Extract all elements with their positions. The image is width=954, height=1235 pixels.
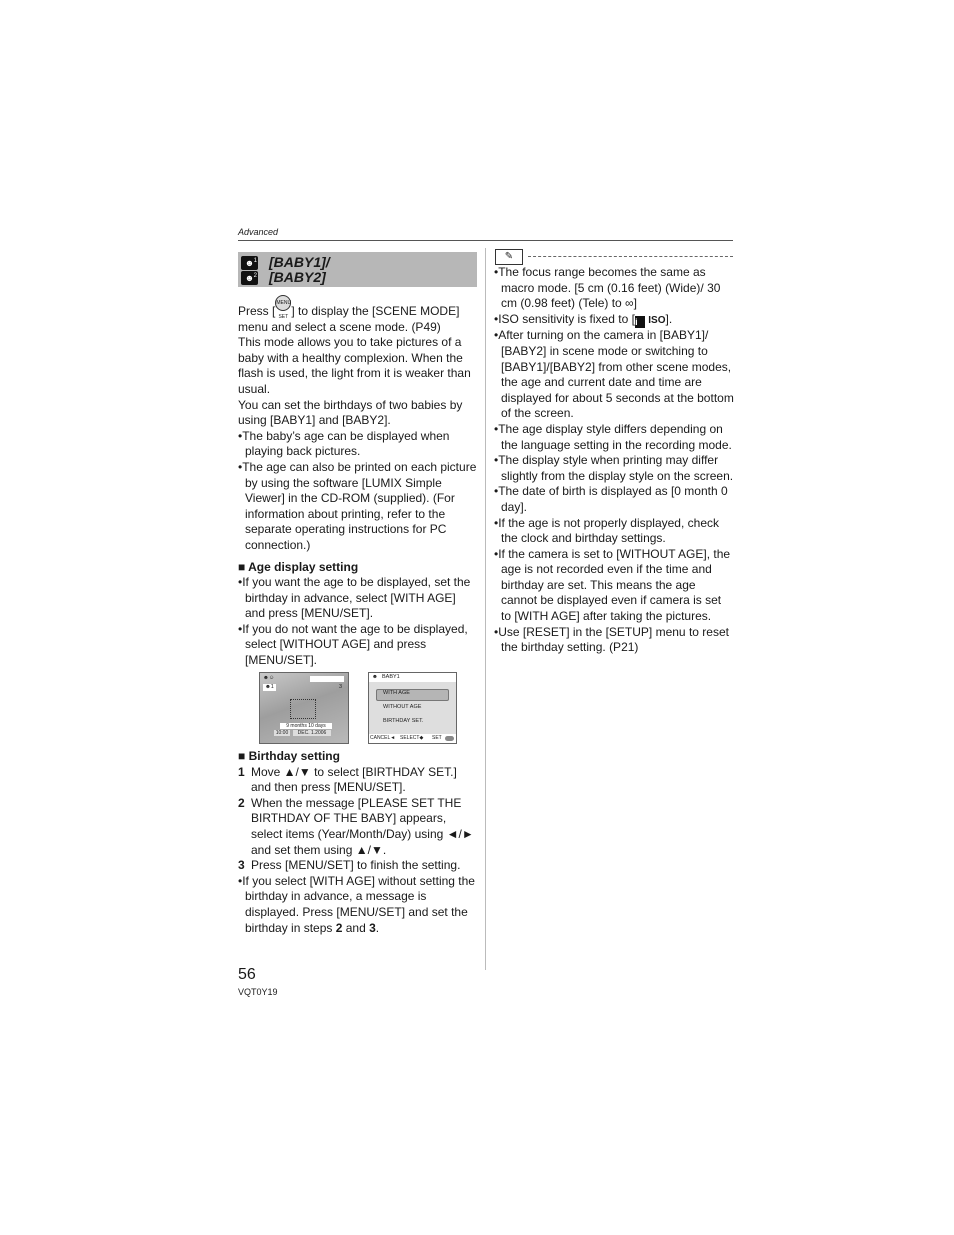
time-readout: 10:00 [275, 730, 289, 736]
baby-mode-icon: ☻☺ [263, 675, 275, 681]
step-item: 1 Move ▲/▼ to select [BIRTHDAY SET.] and then press [MENU/SET]. [238, 764, 457, 795]
status-icons [310, 676, 344, 682]
iso-intelligent-icon: i [635, 316, 645, 328]
page-number: 56 [238, 966, 256, 983]
date-readout: DEC. 1.2006 [293, 730, 331, 736]
birthdays-paragraph: You can set the birthdays of two babies by using [BABY1] and [BABY2]. [238, 397, 463, 428]
menu-option-birthday-set[interactable]: BIRTHDAY SET. [383, 718, 424, 724]
note-dashed-rule [528, 256, 733, 257]
list-item: •After turning on the camera in [BABY1]/ [BABY2] in scene mode or switching to [BABY1]/[BABY2] from other scene modes, the age and current date and time are displayed for about 5 seconds at the bottom of the screen. [494, 328, 734, 421]
list-item: •The baby’s age can be displayed when playing back pictures. [238, 428, 450, 459]
menu-set-button-icon: MENU SET [275, 295, 291, 311]
list-item: •If the age is not properly displayed, check the clock and birthday settings. [494, 515, 719, 546]
heading-title-line2: [BABY2] [269, 269, 326, 285]
square-bullet-icon: ■ [238, 749, 246, 763]
baby1-icon: ☻ 1 [241, 256, 258, 270]
list-item: •If you select [WITH AGE] without setting the birthday in advance, a message is displayed. Press [MENU/SET] and set the birthday in steps 2 and 3. [238, 873, 475, 935]
footer-cancel: CANCEL◄ [370, 735, 396, 741]
menu-set-icon [445, 736, 454, 741]
square-bullet-icon: ■ [238, 559, 246, 574]
age-display-heading: ■ Age display setting [238, 559, 359, 574]
description-paragraph: This mode allows you to take pictures of a baby with a healthy complexion. When the flash is used, the light from it is weaker than usual. [238, 335, 471, 396]
menu-baby-icon: ☻ [372, 674, 378, 680]
birthday-setting-heading: ■ Birthday setting [238, 749, 340, 763]
menu-title: BABY1 [382, 674, 400, 680]
list-item: •If you do not want the age to be displayed, select [WITHOUT AGE] and press [MENU/SET]. [238, 621, 468, 668]
list-item: •Use [RESET] in the [SETUP] menu to reset the birthday setting. (P21) [494, 624, 729, 655]
model-code: VQT0Y19 [238, 987, 278, 997]
footer-select: SELECT◆ [400, 735, 424, 741]
menu-option-without-age[interactable]: WITHOUT AGE [383, 704, 422, 710]
list-item: •The age display style differs depending on the language setting in the recording mode. [494, 421, 732, 452]
list-item: •If the camera is set to [WITHOUT AGE], the age is not recorded even if the time and birthday are set. This means the age cannot be displayed even if camera is set to [WITH AGE] after taking the pictures. [494, 546, 731, 624]
footer-set: SET [432, 735, 442, 741]
header-rule [238, 240, 733, 241]
heading-bar [238, 252, 477, 287]
list-item: •The focus range becomes the same as macro mode. [5 cm (0.16 feet) (Wide)/ 30 cm (0.98 feet) (Tele) to ∞] [494, 265, 721, 311]
section-label: Advanced [238, 227, 279, 237]
step-item: 3 Press [MENU/SET] to finish the setting. [238, 858, 461, 873]
heading-title-line1: [BABY1]/ [269, 254, 330, 270]
left-column-top [238, 295, 478, 669]
age-readout: 9 months 10 days [280, 723, 332, 729]
left-column-bottom [238, 749, 478, 936]
menu-option-with-age[interactable]: WITH AGE [383, 690, 410, 696]
baby-menu-screen [368, 672, 457, 744]
intro-paragraph: Press [MENU SET ] to display the [SCENE MODE] menu and select a scene mode. (P49) [238, 295, 478, 335]
list-item: •ISO sensitivity is fixed to [i ISO]. [494, 311, 673, 327]
list-item: •The age can also be printed on each picture by using the software [LUMIX Simple Viewer] in the CD-ROM (supplied). (For information about printing, refer to the separate operating instructions for PC connection.) [238, 459, 477, 552]
camera-preview-screen [259, 672, 349, 744]
baby2-icon: ☻ 2 [241, 271, 258, 285]
list-item: •If you want the age to be displayed, set the birthday in advance, select [WITH AGE] and press [MENU/SET]. [238, 575, 471, 621]
baby-indicator-icon: ☻1 [265, 684, 274, 690]
step-item: 2 When the message [PLEASE SET THE BIRTHDAY OF THE BABY] appears, select items (Year/Month/Day) using ◄/► and set them using ▲/▼. [238, 795, 474, 857]
column-divider [485, 248, 486, 970]
right-column [494, 265, 734, 656]
focus-frame [290, 699, 316, 719]
list-item: •The display style when printing may differ slightly from the display style on the screen. [494, 453, 734, 483]
iso-label: ISO [648, 314, 666, 326]
shot-count: 3 [339, 684, 343, 690]
note-icon: ✎ [495, 249, 523, 265]
list-item: •The date of birth is displayed as [0 month 0 day]. [494, 484, 728, 514]
